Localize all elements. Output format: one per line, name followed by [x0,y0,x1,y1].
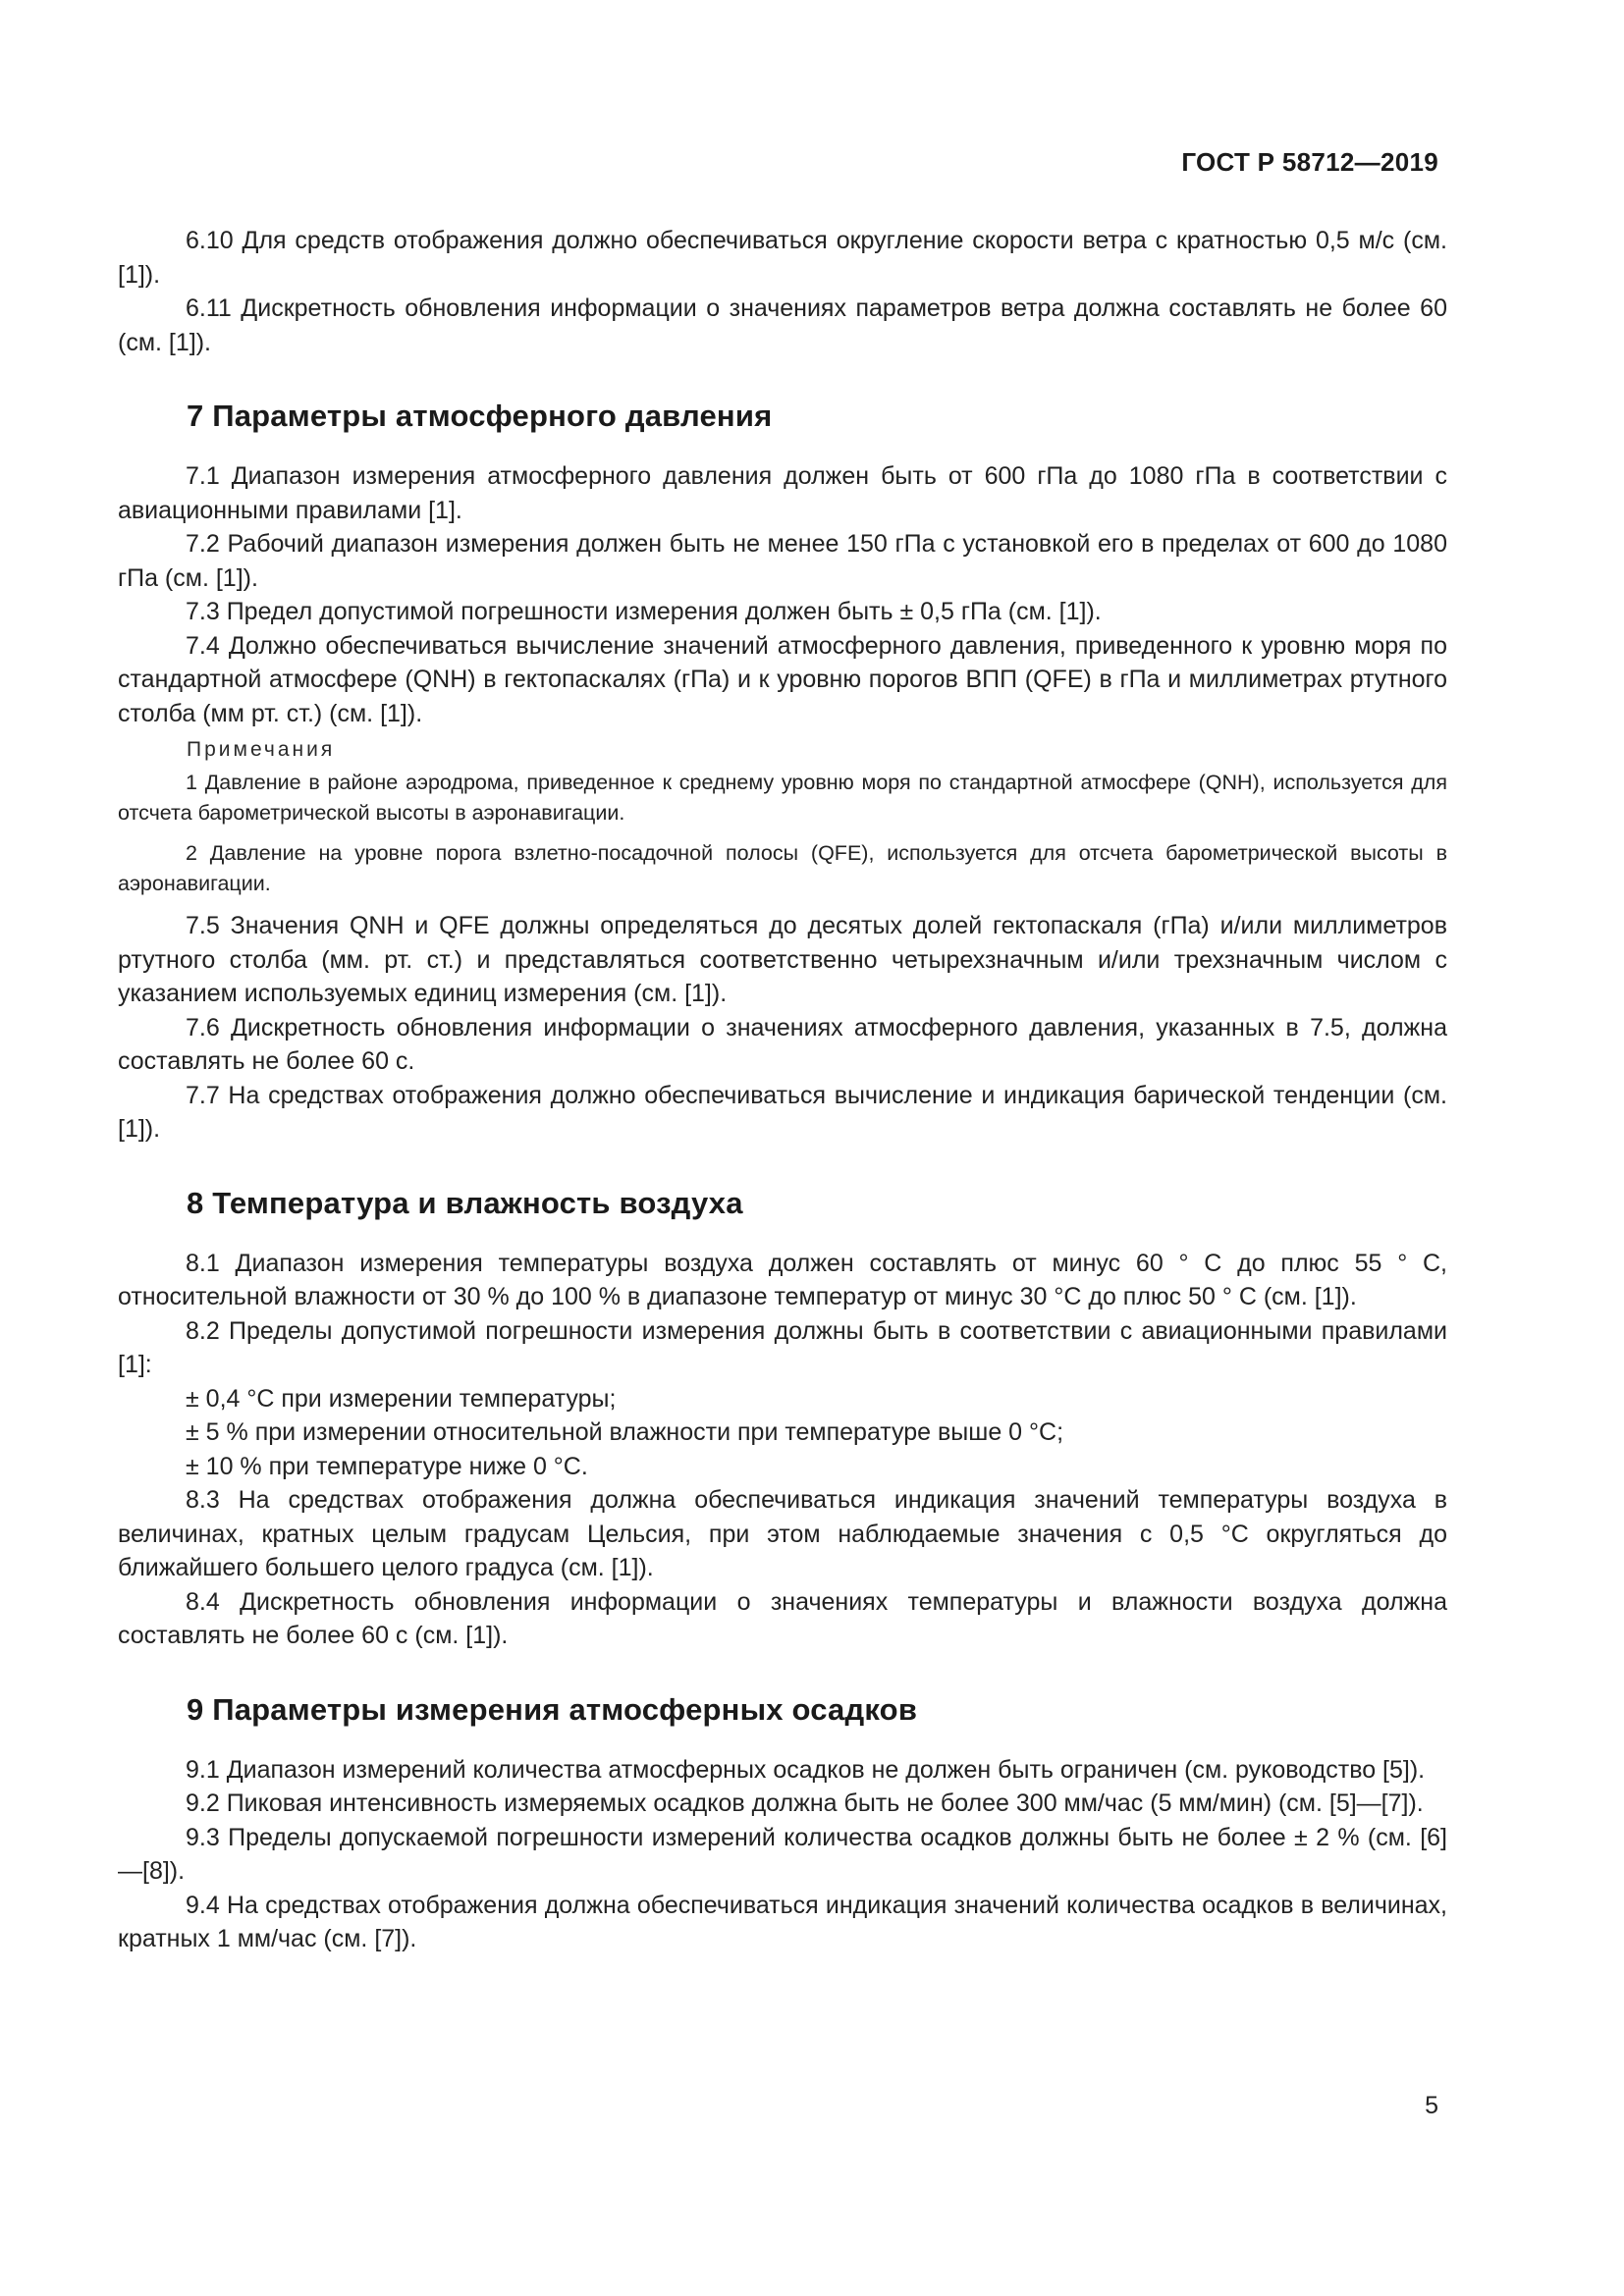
paragraph-7-7: 7.7 На средствах отображения должно обеспечиваться вычисление и индикация барической тенденции (см. [1]). [118,1081,1447,1143]
paragraph-7-2: 7.2 Рабочий диапазон измерения должен быть не менее 150 гПа с установкой его в пределах от 600 до 1080 гПа (см. [1]). [118,530,1447,592]
list-item-humidity-below-zero: ± 10 % при температуре ниже 0 °С. [186,1452,588,1480]
paragraph-8-3: 8.3 На средствах отображения должна обеспечиваться индикация значений температуры воздуха в величинах, кратных целым градусам Цельсия, при этом наблюдаемые значения с 0,5 °С округляться до ближайшего большего целого градуса (см. [1]). [118,1486,1447,1581]
paragraph-7-1: 7.1 Диапазон измерения атмосферного давления должен быть от 600 гПа до 1080 гПа в соответствии с авиационными правилами [1]. [118,462,1447,524]
paragraph-6-10: 6.10 Для средств отображения должно обеспечиваться округление скорости ветра с кратностью 0,5 м/с (см. [1]). [118,227,1447,289]
paragraph-9-2: 9.2 Пиковая интенсивность измеряемых осадков должна быть не более 300 мм/час (5 мм/мин) (см. [5]—[7]). [186,1789,1424,1817]
paragraph-8-2: 8.2 Пределы допустимой погрешности измерения должны быть в соответствии с авиационными правилами [1]: [118,1316,1447,1378]
paragraph-8-1: 8.1 Диапазон измерения температуры воздуха должен составлять от минус 60 ° С до плюс 55 ° С, относительной влажности от 30 % до 100 % в диапазоне температур от минус 30 °С до плюс 50 ° С (см. [1]). [118,1249,1447,1310]
page-number: 5 [1425,2092,1438,2119]
paragraph-7-6: 7.6 Дискретность обновления информации о значениях атмосферного давления, указанных в 7.5, должна составлять не более 60 с. [118,1013,1447,1075]
page-content [118,224,1447,1956]
paragraph-9-1: 9.1 Диапазон измерений количества атмосферных осадков не должен быть ограничен (см. руководство [5]). [186,1755,1426,1784]
paragraph-8-4: 8.4 Дискретность обновления информации о значениях температуры и влажности воздуха должна составлять не более 60 с (см. [1]). [118,1587,1447,1649]
list-item-humidity-above-zero: ± 5 % при измерении относительной влажности при температуре выше 0 °С; [186,1418,1064,1446]
paragraph-7-5: 7.5 Значения QNH и QFE должны определяться до десятых долей гектопаскаля (гПа) и/или миллиметров ртутного столба (мм. рт. ст.) и представляться соответственно четырехзначным и/или трехзначным числом с указанием используемых единиц измерения (см. [1]). [118,912,1447,1007]
standard-code: ГОСТ Р 58712—2019 [1181,147,1438,177]
section-9-heading: 9 Параметры измерения атмосферных осадков [187,1691,918,1727]
section-7-heading: 7 Параметры атмосферного давления [187,399,773,433]
section-8-heading: 8 Температура и влажность воздуха [187,1185,743,1220]
notes-title: Примечания [187,738,336,761]
note-1: 1 Давление в районе аэродрома, приведенное к среднему уровню моря по стандартной атмосфере (QNH), используется для отсчета барометрической высоты в аэронавигации. [118,771,1447,825]
note-2: 2 Давление на уровне порога взлетно-посадочной полосы (QFE), используется для отсчета барометрической высоты в аэронавигации. [118,841,1447,895]
paragraph-9-4: 9.4 На средствах отображения должна обеспечиваться индикация значений количества осадков в величинах, кратных 1 мм/час (см. [7]). [118,1891,1447,1952]
list-item-temperature: ± 0,4 °С при измерении температуры; [186,1384,617,1413]
paragraph-7-3: 7.3 Предел допустимой погрешности измерения должен быть ± 0,5 гПа (см. [1]). [186,598,1102,625]
paragraph-7-4: 7.4 Должно обеспечиваться вычисление значений атмосферного давления, приведенного к уровню моря по стандартной атмосфере (QNH) в гектопаскалях (гПа) и к уровню порогов ВПП (QFE) в гПа и миллиметрах ртутного столба (мм рт. ст.) (см. [1]). [118,631,1447,727]
paragraph-6-11: 6.11 Дискретность обновления информации о значениях параметров ветра должна составлять не более 60 (см. [1]). [118,294,1447,356]
paragraph-9-3: 9.3 Пределы допускаемой погрешности измерений количества осадков должны быть не более ± 2 % (см. [6]—[8]). [118,1823,1447,1885]
